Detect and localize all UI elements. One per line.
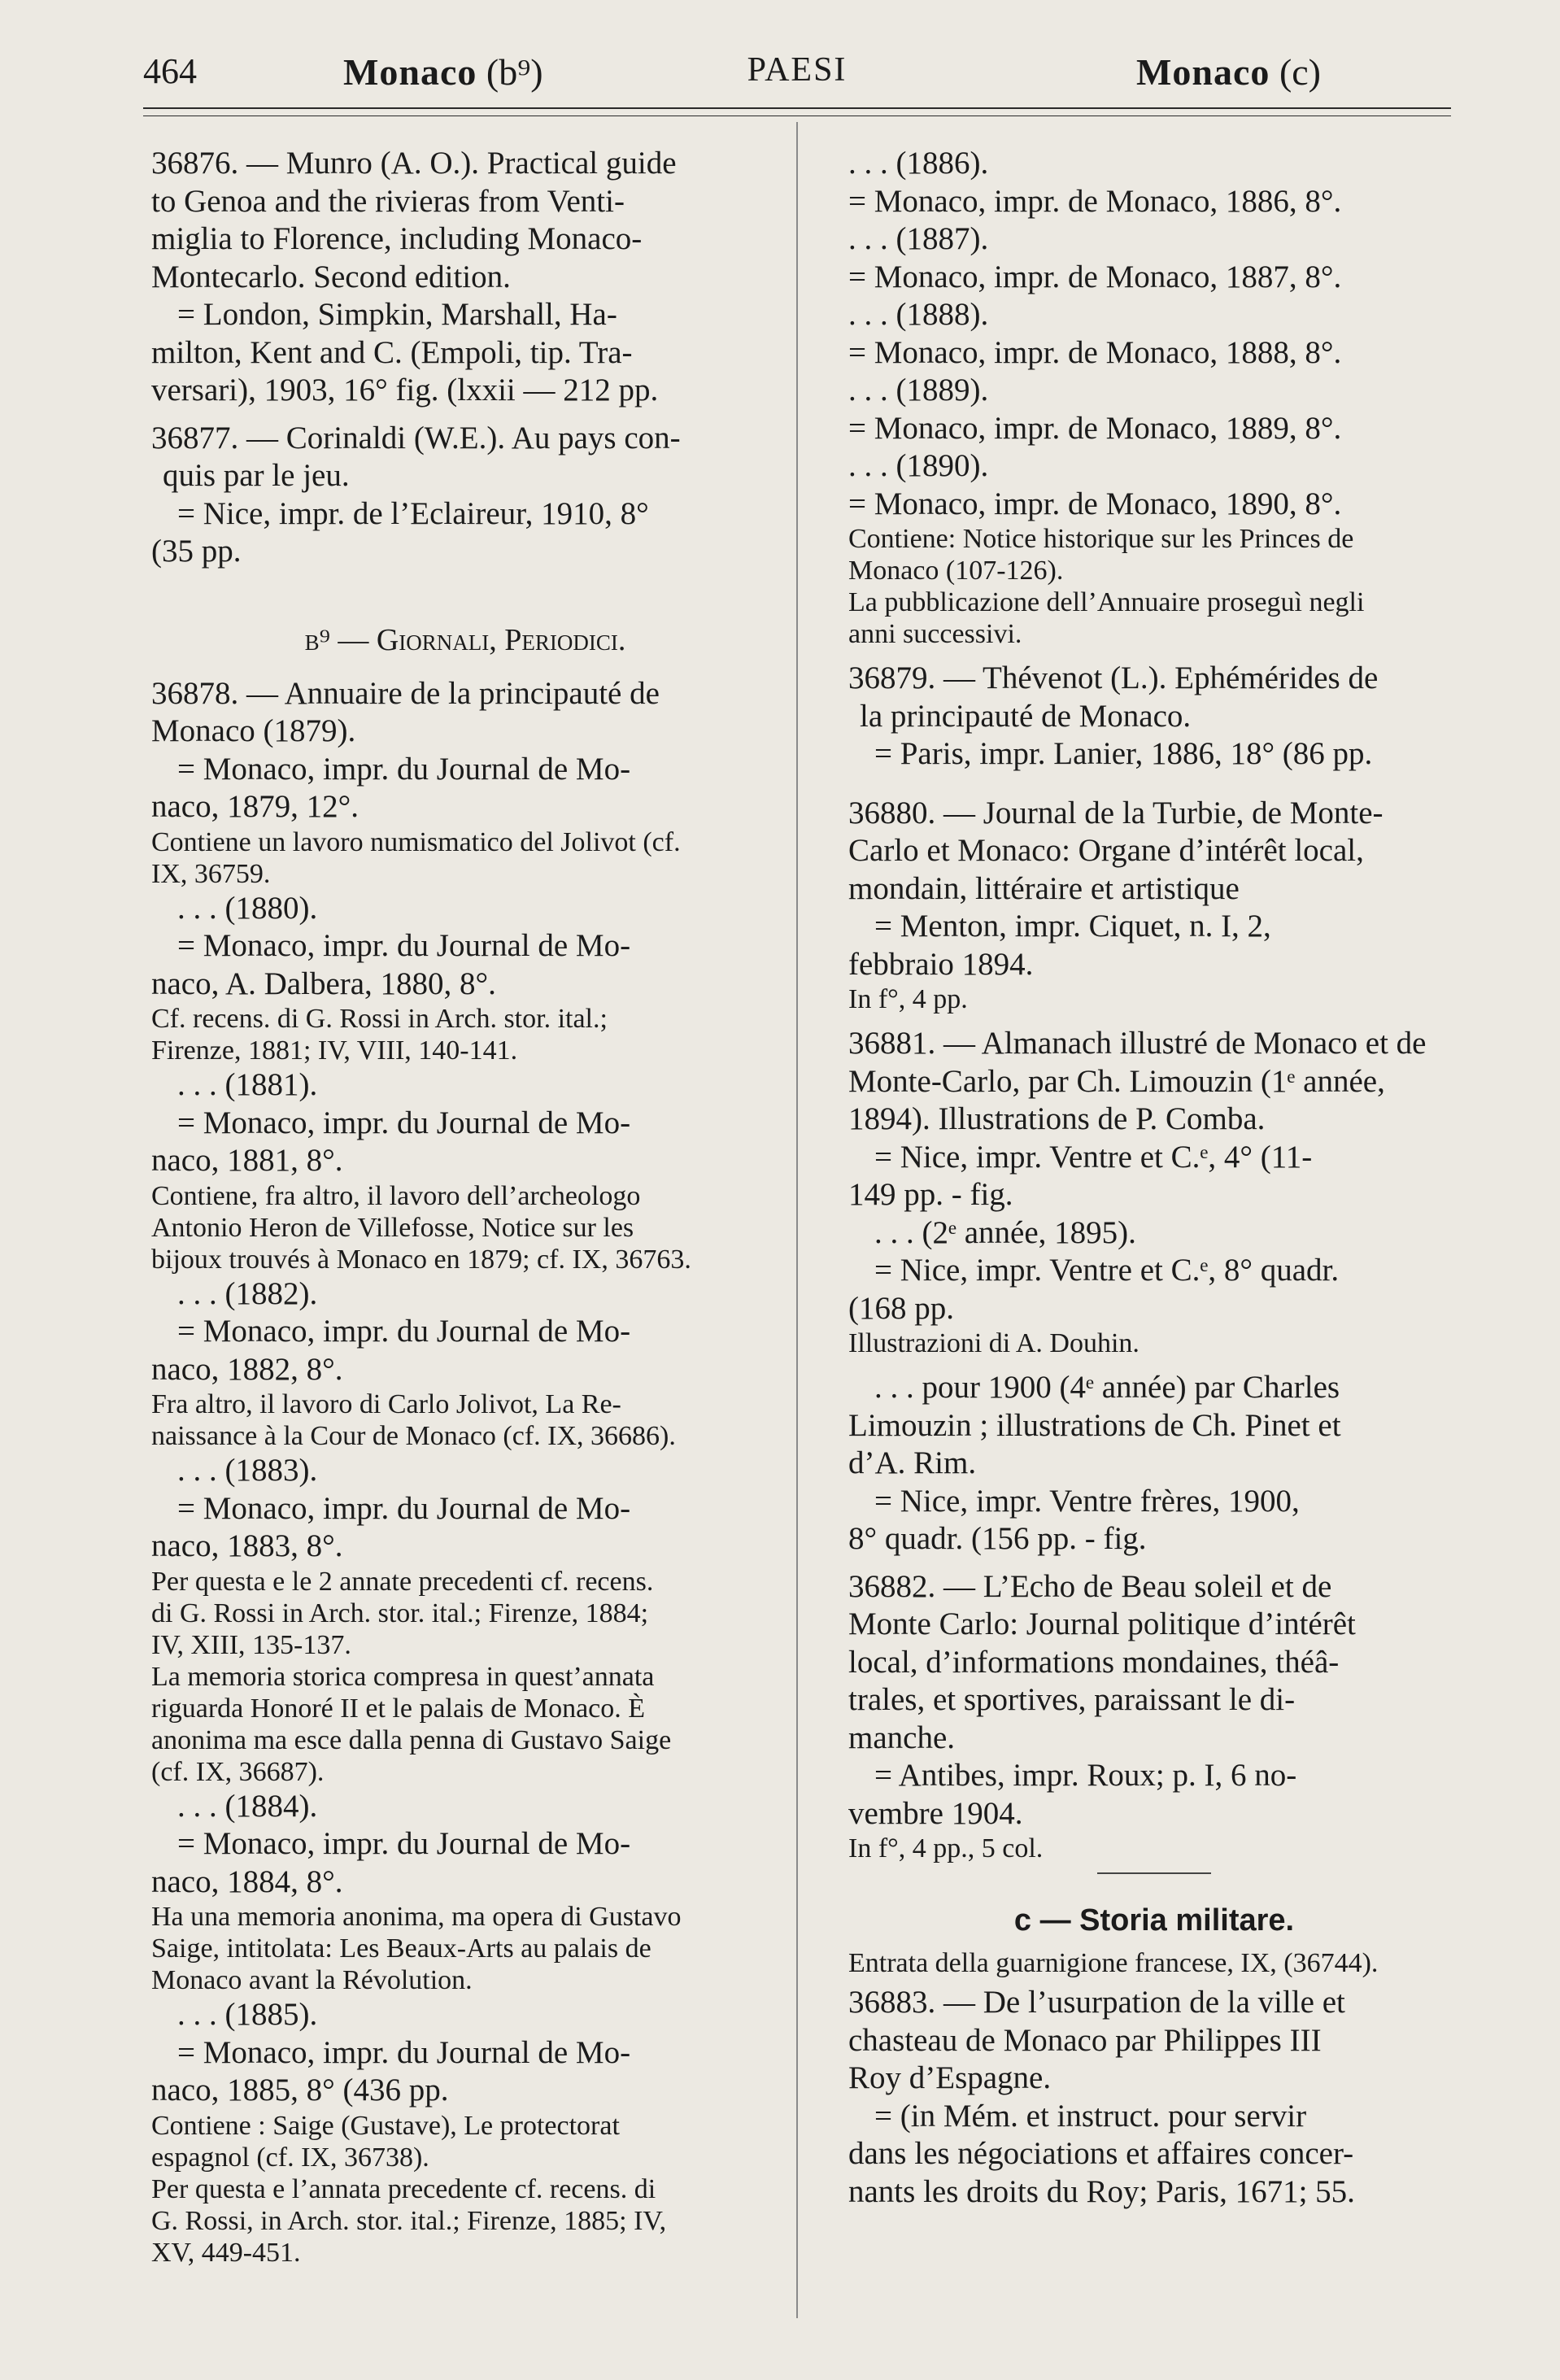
entry-line: Monaco (1879). (151, 713, 356, 748)
entry-line: 149 pp. - fig. (848, 1177, 1013, 1212)
entry-line: = Monaco, impr. du Journal de Mo- (177, 2034, 631, 2070)
entry-line: chasteau de Monaco par Philippes III (848, 2022, 1322, 2058)
entry-line: = Monaco, impr. du Journal de Mo- (177, 1314, 631, 1349)
entry-line: Roy d’Espagne. (848, 2060, 1052, 2095)
header-rule (143, 107, 1451, 109)
entry-line: = Nice, impr. Ventre frères, 1900, (874, 1483, 1300, 1519)
entry-note: Fra altro, il lavoro di Carlo Jolivot, La Re- naissance à la Cour de Monaco (cf. IX, 36686). (151, 1389, 676, 1451)
entry-line: = Monaco, impr. du Journal de Mo- (177, 1105, 631, 1140)
entry-line: d’A. Rim. (848, 1445, 977, 1480)
entry-line: . . . (1889). (848, 373, 989, 408)
entry-line: 36881. — Almanach illustré de Monaco et de (848, 1026, 1427, 1061)
entry-line: = Monaco, impr. de Monaco, 1887, 8°. (848, 259, 1342, 294)
entry-line: Monte-Carlo, par Ch. Limouzin (1ᵉ année, (848, 1063, 1385, 1099)
entry-line: naco, 1882, 8°. (151, 1351, 343, 1387)
running-header (143, 50, 1451, 107)
entry-line: = Monaco, impr. de Monaco, 1886, 8°. (848, 183, 1342, 219)
entry-line: = (in Mém. et instruct. pour servir (874, 2098, 1307, 2134)
entry-1884 (151, 1788, 779, 1997)
entry-note: Contiene: Notice historique sur les Princes de Monaco (107-126). La pubblicazione dell’Annuaire proseguì negli anni successivi. (848, 524, 1365, 649)
entry-1886 (848, 145, 1460, 220)
entry-note: In f°, 4 pp. (848, 984, 968, 1014)
entry-line: . . . (1884). (177, 1788, 318, 1824)
entry-line: 36879. — Thévenot (L.). Ephémérides de (848, 660, 1379, 695)
entry-line: febbraio 1894. (848, 946, 1034, 982)
entry-36876 (151, 145, 779, 410)
page-number: 464 (143, 51, 197, 91)
entry-line: 36883. — De l’usurpation de la ville et (848, 1985, 1345, 2020)
entry-note: Contiene : Saige (Gustave), Le protectorat espagnol (cf. IX, 36738). Per questa e l’annata precedente cf. recens. di G. Rossi, in Arch. stor. ital.; Firenze, 1885; IV, XV, 449-451. (151, 2110, 667, 2268)
entry-line: Limouzin ; illustrations de Ch. Pinet et (848, 1407, 1341, 1443)
header-center-title: PAESI (747, 51, 848, 89)
section-note: Entrata della guarnigione francese, IX, (36744). (848, 1948, 1379, 1978)
entry-note: Per questa e le 2 annate precedenti cf. recens. di G. Rossi in Arch. stor. ital.; Firenze, 1884; IV, XIII, 135-137. La memoria storica compresa in quest’annata riguarda Honoré II et le palais de Monaco. È anonima ma esce dalla penna di Gustavo Saige (cf. IX, 36687). (151, 1566, 672, 1787)
section-heading-b9: b⁹ — Giornali, Periodici. (304, 622, 626, 657)
left-column (151, 145, 779, 2269)
entry-1881 (151, 1066, 779, 1275)
entry-1889 (848, 372, 1460, 447)
entry-note: Illustrazioni di A. Douhin. (848, 1328, 1139, 1358)
entry-line: naco, 1881, 8°. (151, 1143, 343, 1178)
entry-line: (168 pp. (848, 1290, 954, 1326)
entry-36883 (848, 1984, 1460, 2211)
entry-line: dans les négociations et affaires concer- (848, 2136, 1354, 2171)
entry-line: . . . (1890). (848, 448, 989, 483)
entry-line: . . . pour 1900 (4ᵉ année) par Charles (874, 1370, 1340, 1405)
entry-line: . . . (1880). (177, 890, 318, 926)
entry-1890 (848, 447, 1460, 650)
entry-line: naco, A. Dalbera, 1880, 8°. (151, 966, 496, 1001)
entry-line: to Genoa and the rivieras from Venti- (151, 183, 625, 219)
entry-36882 (848, 1568, 1460, 1865)
entry-line: = Menton, impr. Ciquet, n. I, 2, (874, 909, 1271, 944)
entry-line: = Monaco, impr. du Journal de Mo- (177, 1490, 631, 1526)
entry-line: . . . (1881). (177, 1067, 318, 1102)
entry-line: 8° quadr. (156 pp. - fig. (848, 1521, 1147, 1556)
entry-note: Ha una memoria anonima, ma opera di Gustavo Saige, intitolata: Les Beaux-Arts au palais de Monaco avant la Révolution. (151, 1902, 682, 1995)
entry-line: = London, Simpkin, Marshall, Ha- (177, 297, 617, 332)
header-right-title: Monaco (c) (1136, 51, 1321, 93)
entry-line: = Nice, impr. Ventre et C.ᵉ, 4° (11- (874, 1139, 1313, 1175)
entry-line: = Monaco, impr. du Journal de Mo- (177, 1826, 631, 1861)
entry-note: Cf. recens. di G. Rossi in Arch. stor. ital.; Firenze, 1881; IV, VIII, 140-141. (151, 1004, 608, 1066)
entry-line: . . . (1886). (848, 146, 989, 181)
entry-line: Montecarlo. Second edition. (151, 259, 511, 294)
entry-line: manche. (848, 1720, 956, 1755)
entry-line: 36876. — Munro (A. O.). Practical guide (151, 146, 677, 181)
entry-line: = Monaco, impr. du Journal de Mo- (177, 751, 631, 787)
entry-note: Contiene un lavoro numismatico del Jolivot (cf. IX, 36759. (151, 826, 681, 889)
entry-line: quis par le jeu. (163, 458, 350, 493)
entry-note: In f°, 4 pp., 5 col. (848, 1833, 1044, 1863)
entry-line: 36882. — L’Echo de Beau soleil et de (848, 1568, 1332, 1604)
entry-line: 36880. — Journal de la Turbie, de Monte- (848, 795, 1384, 830)
entry-line: = Monaco, impr. du Journal de Mo- (177, 928, 631, 963)
entry-36879 (848, 660, 1460, 774)
entry-line: . . . (1885). (177, 1997, 318, 2032)
entry-line: local, d’informations mondaines, théâ- (848, 1644, 1340, 1680)
entry-line: . . . (1882). (177, 1275, 318, 1311)
entry-line: mondain, littéraire et artistique (848, 870, 1240, 906)
entry-line: milton, Kent and C. (Empoli, tip. Tra- (151, 334, 633, 370)
entry-1887 (848, 220, 1460, 296)
entry-line: = Monaco, impr. de Monaco, 1888, 8°. (848, 334, 1342, 370)
entry-line: nants les droits du Roy; Paris, 1671; 55. (848, 2173, 1355, 2209)
entry-line: 1894). Illustrations de P. Comba. (848, 1101, 1266, 1136)
entry-1885 (151, 1996, 779, 2269)
column-divider (796, 122, 798, 2318)
entry-line: . . . (1888). (848, 297, 989, 332)
entry-line: = Antibes, impr. Roux; p. I, 6 no- (874, 1758, 1297, 1793)
entry-line: naco, 1879, 12°. (151, 789, 359, 824)
entry-line: = Nice, impr. Ventre et C.ᵉ, 8° quadr. (874, 1253, 1340, 1288)
entry-line: . . . (1883). (177, 1453, 318, 1488)
entry-line: . . . (1887). (848, 221, 989, 256)
entry-line: = Paris, impr. Lanier, 1886, 18° (86 pp. (874, 736, 1373, 771)
entry-note: Contiene, fra altro, il lavoro dell’archeologo Antonio Heron de Villefosse, Notice sur les bijoux trouvés à Monaco en 1879; cf. IX, 36763. (151, 1180, 691, 1275)
header-left-title: Monaco (b⁹) (343, 51, 543, 93)
right-column (848, 145, 1460, 2211)
section-heading-c: c — Storia militare. (1013, 1903, 1295, 1938)
entry-36881 (848, 1025, 1460, 1558)
entry-line: Monte Carlo: Journal politique d’intérêt (848, 1606, 1356, 1641)
entry-line: miglia to Florence, including Monaco- (151, 221, 643, 256)
entry-line: (35 pp. (151, 534, 242, 569)
entry-line: vembre 1904. (848, 1795, 1023, 1831)
entry-1888 (848, 296, 1460, 372)
entry-line: trales, et sportives, paraissant le di- (848, 1682, 1296, 1717)
entry-1883 (151, 1452, 779, 1788)
entry-line: = Monaco, impr. de Monaco, 1889, 8°. (848, 410, 1342, 446)
entry-36878 (151, 675, 779, 890)
entry-line: Carlo et Monaco: Organe d’intérêt local, (848, 833, 1364, 868)
entry-line: naco, 1884, 8°. (151, 1863, 343, 1899)
entry-line: versari), 1903, 16° fig. (lxxii — 212 pp. (151, 373, 659, 408)
entry-line: naco, 1885, 8° (436 pp. (151, 2073, 449, 2108)
entry-line: = Nice, impr. de l’Eclaireur, 1910, 8° (177, 495, 649, 531)
entry-line: 36877. — Corinaldi (W.E.). Au pays con- (151, 420, 681, 456)
entry-line: 36878. — Annuaire de la principauté de (151, 675, 660, 711)
entry-line: la principauté de Monaco. (860, 698, 1192, 734)
entry-line: naco, 1883, 8°. (151, 1528, 343, 1563)
entry-1880 (151, 890, 779, 1067)
entry-36877 (151, 420, 779, 571)
entry-line: = Monaco, impr. de Monaco, 1890, 8°. (848, 486, 1342, 521)
entry-1882 (151, 1275, 779, 1453)
entry-36880 (848, 795, 1460, 1016)
entry-line: . . . (2ᵉ année, 1895). (874, 1214, 1136, 1250)
